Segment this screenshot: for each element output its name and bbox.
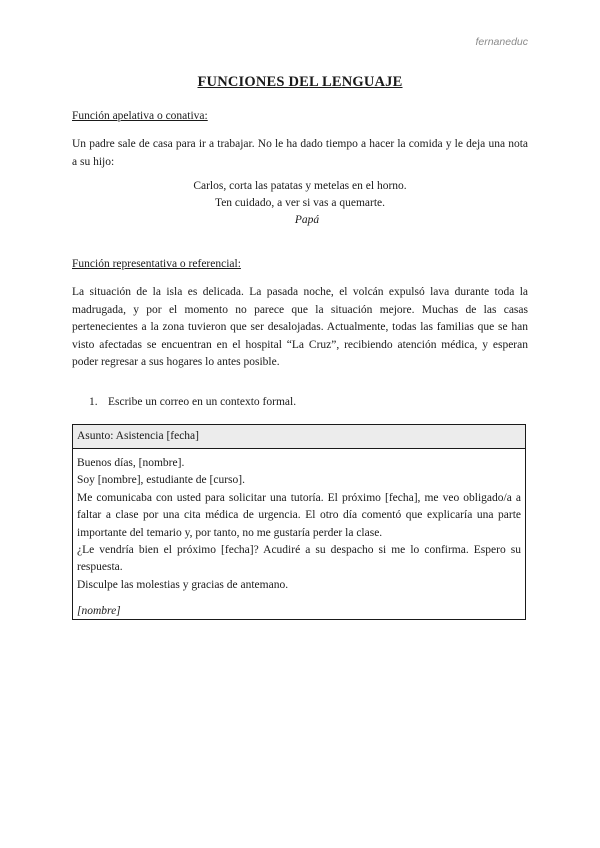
exercise-text: Escribe un correo en un contexto formal. bbox=[108, 396, 297, 408]
email-paragraph-1: Me comunicaba con usted para solicitar una tutoría. El próximo [fecha], me veo obligado/a a faltar a clase por una cita médica de urgencia. El otro día comentó que explicaría una parte importante del temario y, por tanto, no me gustaría perder la clase. bbox=[77, 491, 521, 539]
email-body bbox=[73, 449, 525, 621]
email-box bbox=[72, 424, 526, 620]
email-closing: Disculpe las molestias y gracias de antemano. bbox=[77, 578, 289, 591]
email-signature: [nombre] bbox=[77, 605, 121, 618]
heading-representativa: Función representativa o referencial: bbox=[72, 258, 241, 270]
watermark-author: fernaneduc bbox=[475, 36, 528, 48]
email-paragraph-2: ¿Le vendría bien el próximo [fecha]? Acudiré a su despacho si me lo confirma. Espero su respuesta. bbox=[77, 544, 521, 574]
apelativa-intro: Un padre sale de casa para ir a trabajar. No le ha dado tiempo a hacer la comida y le deja una nota a su hijo: bbox=[72, 138, 528, 168]
note-line-1: Carlos, corta las patatas y metelas en el horno. bbox=[193, 180, 407, 192]
note-signature: Papá bbox=[294, 214, 320, 226]
email-greeting: Buenos días, [nombre]. bbox=[77, 457, 185, 469]
exercise-item bbox=[89, 396, 296, 408]
representativa-text: La situación de la isla es delicada. La pasada noche, el volcán expulsó lava durante toda la madrugada, y por el momento no parece que la situación mejore. Muchas de las casas pertenecientes a la zona tuvieron que ser desalojadas. Actualmente, todas las familias que se han visto afectadas se encuentran en el hospital “La Cruz”, recibiendo atención médica, y esperan poder regresar a sus hogares lo antes posible. bbox=[72, 286, 528, 368]
exercise-number: 1. bbox=[89, 396, 98, 408]
note-line-2: Ten cuidado, a ver si vas a quemarte. bbox=[214, 197, 386, 209]
page-title: FUNCIONES DEL LENGUAJE bbox=[197, 74, 403, 90]
email-intro: Soy [nombre], estudiante de [curso]. bbox=[77, 474, 245, 487]
heading-apelativa: Función apelativa o conativa: bbox=[72, 110, 208, 122]
email-subject: Asunto: Asistencia [fecha] bbox=[73, 425, 525, 449]
father-note bbox=[0, 178, 600, 229]
